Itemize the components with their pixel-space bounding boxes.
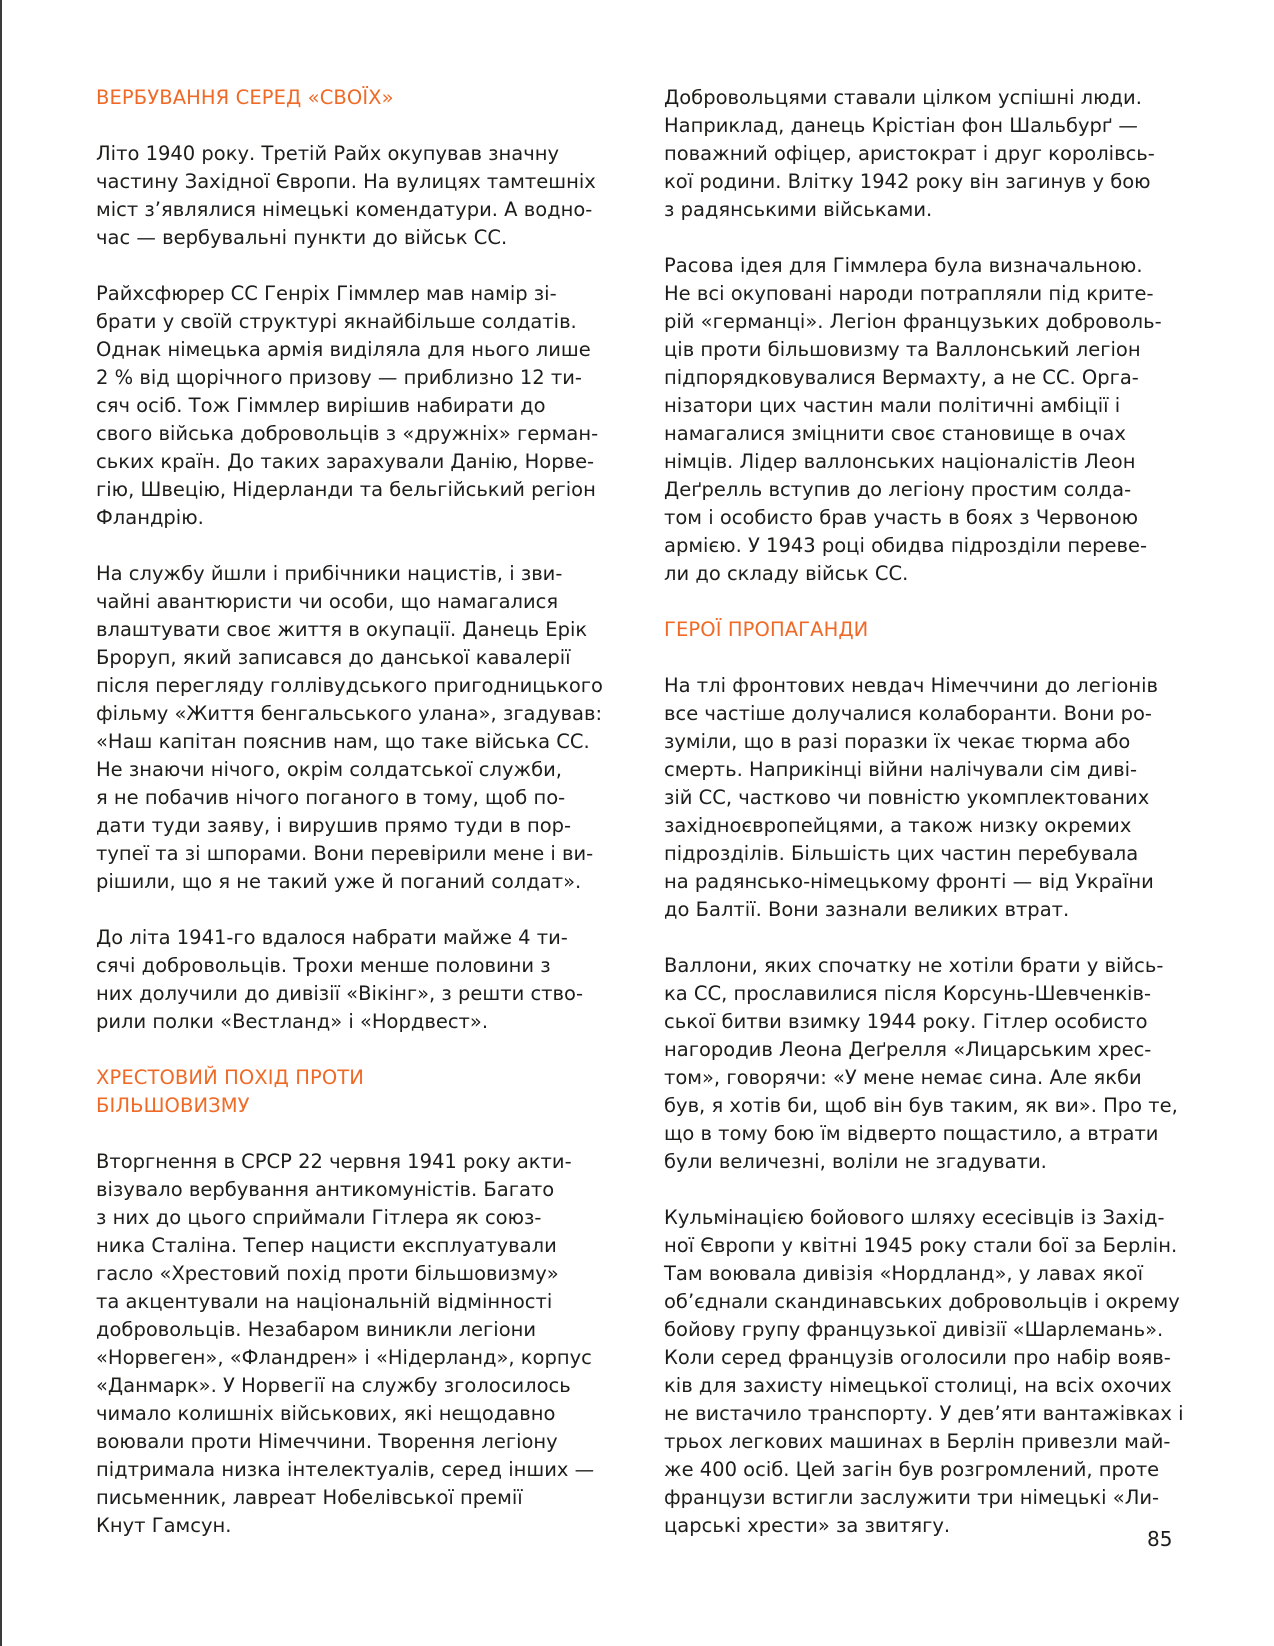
text-line: гію, Швецію, Нідерланди та бельгійський регіон — [96, 478, 596, 501]
text-line: армією. У 1943 році обидва підрозділи переве- — [664, 534, 1148, 557]
paragraph — [664, 252, 1162, 588]
text-line: Наприклад, данець Крістіан фон Шальбурґ — — [664, 114, 1138, 137]
text-line: Райхсфюрер СС Генріх Гіммлер мав намір зі- — [96, 282, 557, 305]
section-heading-recruitment — [96, 84, 586, 112]
text-line: ка СС, прославилися після Корсунь-Шевченків- — [664, 982, 1152, 1005]
text-line: після перегляду голлівудського пригодницького — [96, 674, 603, 697]
text-line: до Балтії. Вони зазнали великих втрат. — [664, 898, 1070, 921]
text-line: добровольців. Незабаром виникли легіони — [96, 1318, 537, 1341]
left-column — [96, 84, 603, 1568]
paragraph — [664, 672, 1159, 924]
text-line: Кульмінацією бойового шляху есесівців із Захід- — [664, 1206, 1165, 1229]
text-line: Не знаючи нічого, окрім солдатської служби, — [96, 758, 562, 781]
text-line: поважний офіцер, аристократ і друг королівсь- — [664, 142, 1155, 165]
page-number: 85 — [1147, 1527, 1173, 1551]
text-line: же 400 осіб. Цей загін був розгромлений, проте — [664, 1458, 1160, 1481]
text-line: царські хрести» за звитягу. — [664, 1514, 951, 1537]
text-line: ської битви взимку 1944 року. Гітлер особисто — [664, 1010, 1148, 1033]
text-line: рій «германці». Легіон французьких доброволь- — [664, 310, 1162, 333]
text-line: На тлі фронтових невдач Німеччини до легіонів — [664, 674, 1159, 697]
text-line: міст з’являлися німецькі комендатури. А водно- — [96, 198, 593, 221]
text-line: з них до цього сприймали Гітлера як союз- — [96, 1206, 542, 1229]
paragraph — [96, 280, 599, 532]
text-line: ських країн. До таких зарахували Данію, Норве- — [96, 450, 595, 473]
text-line: був, я хотів би, щоб він був таким, як ви». Про те, — [664, 1094, 1178, 1117]
text-line: нізатори цих частин мали політичні амбіції і — [664, 394, 1121, 417]
text-line: Кнут Гамсун. — [96, 1514, 232, 1537]
text-line: зій СС, частково чи повністю укомплектованих — [664, 786, 1150, 809]
section-heading-crusade — [96, 1064, 586, 1120]
text-line: фільму «Життя бенгальського улана», згадував: — [96, 702, 603, 725]
text-line: брати у своїй структурі якнайбільше солдатів. — [96, 310, 577, 333]
text-line: них долучили до дивізії «Вікінг», з решти ство- — [96, 982, 583, 1005]
text-line: сяч осіб. Тож Гіммлер вирішив набирати до — [96, 394, 546, 417]
text-line: чайні авантюристи чи особи, що намагалися — [96, 590, 559, 613]
text-line: ної Європи у квітні 1945 року стали бої за Берлін. — [664, 1234, 1178, 1257]
text-line: «Норвеген», «Фландрен» і «Нідерланд», корпус — [96, 1346, 592, 1369]
text-line: рішили, що я не такий уже й поганий солдат». — [96, 870, 582, 893]
text-line: французи встигли заслужити три німецькі «Ли- — [664, 1486, 1160, 1509]
text-line: підпорядковувалися Вермахту, а не СС. Орга- — [664, 366, 1139, 389]
text-line: трьох легкових машинах в Берлін привезли май- — [664, 1430, 1171, 1453]
text-line: На службу йшли і прибічники нацистів, і зви- — [96, 562, 563, 585]
text-line: все частіше долучалися колаборанти. Вони ро- — [664, 702, 1152, 725]
text-line: дати туди заяву, і вирушив прямо туди в пор- — [96, 814, 572, 837]
text-line: письменник, лавреат Нобелівської премії — [96, 1486, 523, 1509]
section-heading-propaganda-heroes — [664, 616, 1154, 644]
text-line: том і особисто брав участь в боях з Червоною — [664, 506, 1139, 529]
text-line: Фландрію. — [96, 506, 204, 529]
text-line: ХРЕСТОВИЙ ПОХІД ПРОТИ — [96, 1066, 364, 1089]
text-line: том», говорячи: «У мене немає сина. Але якби — [664, 1066, 1142, 1089]
text-line: Деґрелль вступив до легіону простим солда- — [664, 478, 1132, 501]
text-line: ців проти більшовизму та Валлонський легіон — [664, 338, 1141, 361]
text-line: Броруп, який записався до данської кавалерії — [96, 646, 571, 669]
text-line: чимало колишніх військових, які нещодавно — [96, 1402, 556, 1425]
text-line: «Данмарк». У Норвегії на службу зголосилось — [96, 1374, 571, 1397]
text-line: з радянськими військами. — [664, 198, 933, 221]
text-line: Там воювала дивізія «Нордланд», у лавах якої — [664, 1262, 1143, 1285]
text-line: «Наш капітан пояснив нам, що таке війська СС. — [96, 730, 590, 753]
text-line: влаштувати своє життя в окупації. Данець Ерік — [96, 618, 588, 641]
paragraph — [96, 924, 586, 1036]
text-line: До літа 1941-го вдалося набрати майже 4 ти- — [96, 926, 568, 949]
paragraph — [664, 952, 1178, 1176]
text-line: Добровольцями ставали цілком успішні люди. — [664, 86, 1142, 109]
text-line: німців. Лідер валлонських націоналістів Леон — [664, 450, 1136, 473]
text-line: зуміли, що в разі поразки їх чекає тюрма або — [664, 730, 1131, 753]
text-line: я не побачив нічого поганого в тому, щоб по- — [96, 786, 566, 809]
text-line: нагородив Леона Деґрелля «Лицарським хрес- — [664, 1038, 1152, 1061]
paragraph — [664, 84, 1154, 224]
text-line: ника Сталіна. Тепер нацисти експлуатували — [96, 1234, 557, 1257]
text-line: воювали проти Німеччини. Творення легіону — [96, 1430, 558, 1453]
text-line: свого війська добровольців з «дружніх» герман- — [96, 422, 599, 445]
text-line: Не всі окуповані народи потрапляли під крите- — [664, 282, 1154, 305]
text-line: тупеї та зі шпорами. Вони перевірили мене і ви- — [96, 842, 594, 865]
text-line: ВЕРБУВАННЯ СЕРЕД «СВОЇХ» — [96, 86, 394, 109]
text-line: на радянсько-німецькому фронті — від України — [664, 870, 1154, 893]
text-line: та акцентували на національній відмінності — [96, 1290, 553, 1313]
text-line: намагалися зміцнити своє становище в очах — [664, 422, 1126, 445]
page-edge-line — [0, 0, 2, 1646]
text-line: візувало вербування антикомуністів. Багато — [96, 1178, 555, 1201]
text-line: не вистачило транспорту. У дев’яти вантажівках і — [664, 1402, 1184, 1425]
text-line: сячі добровольців. Трохи менше половини з — [96, 954, 551, 977]
text-line: кої родини. Влітку 1942 року він загинув у бою — [664, 170, 1151, 193]
text-line: ГЕРОЇ ПРОПАГАНДИ — [664, 618, 869, 641]
text-line: рили полки «Вестланд» і «Нордвест». — [96, 1010, 489, 1033]
paragraph — [96, 1148, 595, 1540]
text-line: частину Західної Європи. На вулицях тамтешніх — [96, 170, 596, 193]
paragraph — [96, 140, 596, 252]
text-line: час — вербувальні пункти до військ СС. — [96, 226, 508, 249]
text-line: що в тому бою їм відверто пощастило, а втрати — [664, 1122, 1159, 1145]
text-line: були величезні, воліли не згадувати. — [664, 1150, 1047, 1173]
text-line: смерть. Наприкінці війни налічували сім диві- — [664, 758, 1138, 781]
text-line: бойову групу французької дивізії «Шарлемань». — [664, 1318, 1164, 1341]
text-line: західноєвропейцями, а також низку окремих — [664, 814, 1132, 837]
text-line: ли до складу військ СС. — [664, 562, 909, 585]
text-line: Расова ідея для Гіммлера була визначальною. — [664, 254, 1143, 277]
text-line: Валлони, яких спочатку не хотіли брати у війсь- — [664, 954, 1164, 977]
text-line: Однак німецька армія виділяла для нього лише — [96, 338, 591, 361]
text-line: гасло «Хрестовий похід проти більшовизму» — [96, 1262, 559, 1285]
text-line: 2 % від щорічного призову — приблизно 12 ти- — [96, 366, 582, 389]
text-line: ків для захисту німецької столиці, на всіх охочих — [664, 1374, 1172, 1397]
text-line: Вторгнення в СРСР 22 червня 1941 року акти- — [96, 1150, 572, 1173]
text-line: підрозділів. Більшість цих частин перебувала — [664, 842, 1139, 865]
paragraph — [96, 560, 603, 896]
text-line: Коли серед французів оголосили про набір вояв- — [664, 1346, 1171, 1369]
text-line: підтримала низка інтелектуалів, серед інших — — [96, 1458, 595, 1481]
text-line: БІЛЬШОВИЗМУ — [96, 1094, 250, 1117]
text-line: об’єднали скандинавських добровольців і окрему — [664, 1290, 1180, 1313]
text-line: Літо 1940 року. Третій Райх окупував значну — [96, 142, 560, 165]
